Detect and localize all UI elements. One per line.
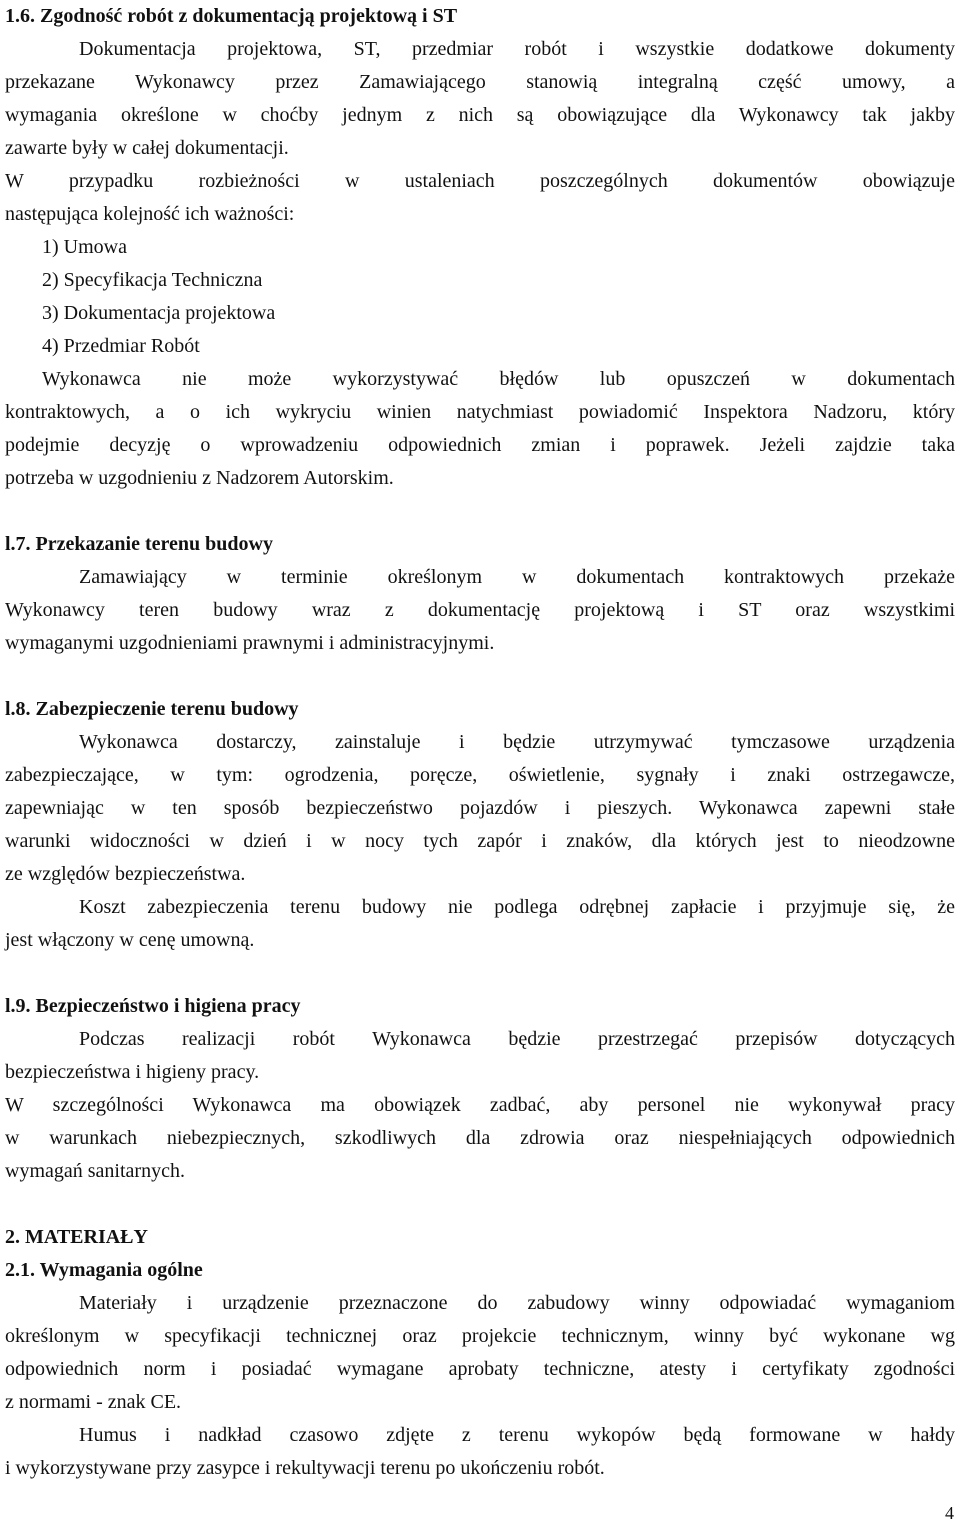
paragraph-line: bezpieczeństwa i higieny pracy.: [5, 1061, 260, 1083]
paragraph-line: w warunkach niebezpiecznych, szkodliwych dla zdrowia oraz niespełniających odpowiednich: [5, 1127, 955, 1149]
paragraph-line: Koszt zabezpieczenia terenu budowy nie podlega odrębnej zapłacie i przyjmuje się, że: [79, 896, 955, 918]
paragraph-line: zabezpieczające, w tym: ogrodzenia, poręcze, oświetlenie, sygnały i znaki ostrzegawcze,: [5, 764, 955, 786]
paragraph-line: przekazane Wykonawcy przez Zamawiającego stanowią integralną część umowy, a: [5, 71, 955, 93]
section-heading-1-9: l.9. Bezpieczeństwo i higiena pracy: [5, 995, 301, 1017]
paragraph-line: Wykonawca nie może wykorzystywać błędów lub opuszczeń w dokumentach: [42, 368, 955, 390]
paragraph-line: zapewniając w ten sposób bezpieczeństwo pojazdów i pieszych. Wykonawca zapewni stałe: [5, 797, 955, 819]
list-item: 2) Specyfikacja Techniczna: [42, 269, 263, 291]
paragraph-line: podejmie decyzję o wprowadzeniu odpowiednich zmian i poprawek. Jeżeli zajdzie taka: [5, 434, 955, 456]
paragraph-line: z normami - znak CE.: [5, 1391, 182, 1413]
page-number: 4: [945, 1503, 954, 1523]
paragraph-line: W szczególności Wykonawca ma obowiązek zadbać, aby personel nie wykonywał pracy: [5, 1094, 955, 1116]
section-heading-1-6: 1.6. Zgodność robót z dokumentacją projektową i ST: [5, 5, 458, 27]
paragraph-line: Podczas realizacji robót Wykonawca będzie przestrzegać przepisów dotyczących: [79, 1028, 955, 1050]
list-item: 1) Umowa: [42, 236, 127, 258]
paragraph-line: Zamawiający w terminie określonym w dokumentach kontraktowych przekaże: [79, 566, 955, 588]
paragraph-line: odpowiednich norm i posiadać wymagane aprobaty techniczne, atesty i certyfikaty zgodności: [5, 1358, 955, 1380]
paragraph-line: warunki widoczności w dzień i w nocy tych zapór i znaków, dla których jest to nieodzowne: [5, 830, 955, 852]
list-item: 4) Przedmiar Robót: [42, 335, 200, 357]
paragraph-line: W przypadku rozbieżności w ustaleniach poszczególnych dokumentów obowiązuje: [5, 170, 955, 192]
paragraph-line: Dokumentacja projektowa, ST, przedmiar robót i wszystkie dodatkowe dokumenty: [79, 38, 955, 60]
chapter-heading-2: 2. MATERIAŁY: [5, 1226, 148, 1248]
spacer: [5, 1188, 955, 1221]
paragraph-line: potrzeba w uzgodnieniu z Nadzorem Autorskim.: [5, 467, 394, 489]
paragraph-line: wymagania określone w choćby jednym z nich są obowiązujące dla Wykonawcy tak jakby: [5, 104, 955, 126]
paragraph-line: Materiały i urządzenie przeznaczone do zabudowy winny odpowiadać wymaganiom: [79, 1292, 955, 1314]
paragraph-line: następująca kolejność ich ważności:: [5, 203, 295, 225]
section-heading-1-8: l.8. Zabezpieczenie terenu budowy: [5, 698, 299, 720]
paragraph-line: określonym w specyfikacji technicznej oraz projekcie technicznym, winny być wykonane wg: [5, 1325, 955, 1347]
paragraph-line: i wykorzystywane przy zasypce i rekultywacji terenu po ukończeniu robót.: [5, 1457, 605, 1479]
section-heading-1-7: l.7. Przekazanie terenu budowy: [5, 533, 273, 555]
section-heading-2-1: 2.1. Wymagania ogólne: [5, 1259, 203, 1281]
document-page: [5, 0, 955, 1485]
spacer: [5, 660, 955, 693]
paragraph-line: jest włączony w cenę umowną.: [5, 929, 255, 951]
paragraph-line: ze względów bezpieczeństwa.: [5, 863, 246, 885]
paragraph-line: wymaganymi uzgodnieniami prawnymi i administracyjnymi.: [5, 632, 495, 654]
paragraph-line: Wykonawcy teren budowy wraz z dokumentację projektową i ST oraz wszystkimi: [5, 599, 955, 621]
paragraph-line: Wykonawca dostarczy, zainstaluje i będzie utrzymywać tymczasowe urządzenia: [79, 731, 955, 753]
list-item: 3) Dokumentacja projektowa: [42, 302, 276, 324]
paragraph-line: kontraktowych, a o ich wykryciu winien natychmiast powiadomić Inspektora Nadzoru, który: [5, 401, 955, 423]
spacer: [5, 957, 955, 990]
spacer: [5, 495, 955, 528]
paragraph-line: wymagań sanitarnych.: [5, 1160, 185, 1182]
paragraph-line: Humus i nadkład czasowo zdjęte z terenu wykopów będą formowane w hałdy: [79, 1424, 955, 1446]
paragraph-line: zawarte były w całej dokumentacji.: [5, 137, 289, 159]
